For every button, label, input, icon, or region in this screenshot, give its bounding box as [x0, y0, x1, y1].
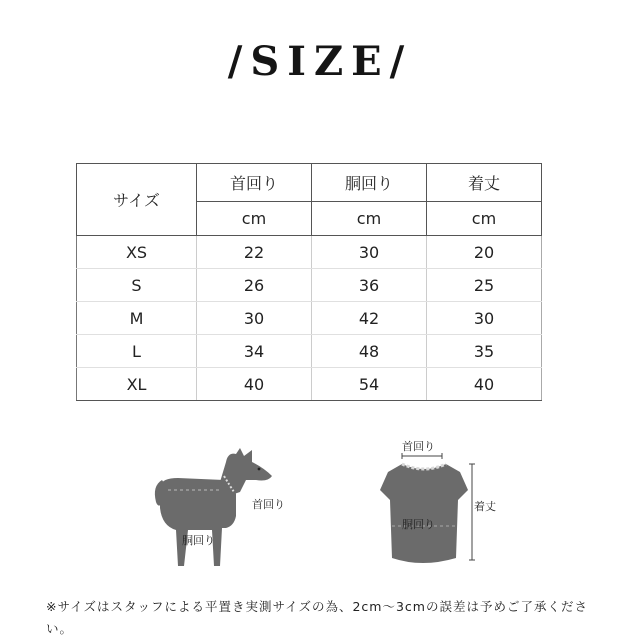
length-cell: 35 [427, 335, 542, 368]
size-cell: L [77, 335, 197, 368]
page-title: /SIZE/ [227, 38, 413, 85]
length-column-header: 着丈 [427, 164, 542, 202]
table-row [77, 368, 542, 401]
size-cell: S [77, 269, 197, 302]
shirt-length-label: 着丈 [474, 500, 496, 513]
body-unit: cm [312, 202, 427, 236]
table-row [77, 335, 542, 368]
shirt-neck-label: 首回り [402, 440, 435, 453]
length-cell: 25 [427, 269, 542, 302]
body-cell: 48 [312, 335, 427, 368]
dog-diagram [148, 446, 308, 576]
header-row [77, 164, 542, 202]
body-cell: 36 [312, 269, 427, 302]
length-cell: 40 [427, 368, 542, 401]
dog-body-label: 胴回り [182, 534, 215, 547]
neck-unit: cm [197, 202, 312, 236]
table-row [77, 236, 542, 269]
size-column-header: サイズ [77, 164, 197, 236]
size-cell: XL [77, 368, 197, 401]
body-cell: 54 [312, 368, 427, 401]
size-cell: M [77, 302, 197, 335]
size-cell: XS [77, 236, 197, 269]
length-cell: 30 [427, 302, 542, 335]
table-row [77, 302, 542, 335]
measurement-note: ※サイズはスタッフによる平置き実測サイズの為、2cm〜3cmの誤差は予めご了承ください。 [46, 599, 588, 636]
shirt-diagram [376, 436, 516, 576]
shirt-body-label: 胴回り [402, 518, 435, 531]
neck-cell: 40 [197, 368, 312, 401]
neck-cell: 30 [197, 302, 312, 335]
table-row [77, 269, 542, 302]
neck-cell: 26 [197, 269, 312, 302]
neck-cell: 22 [197, 236, 312, 269]
body-cell: 30 [312, 236, 427, 269]
length-unit: cm [427, 202, 542, 236]
size-table [76, 163, 542, 401]
neck-column-header: 首回り [197, 164, 312, 202]
dog-neck-label: 首回り [252, 498, 285, 511]
body-cell: 42 [312, 302, 427, 335]
pet-shirt-icon [376, 448, 476, 574]
body-column-header: 胴回り [312, 164, 427, 202]
neck-cell: 34 [197, 335, 312, 368]
length-cell: 20 [427, 236, 542, 269]
